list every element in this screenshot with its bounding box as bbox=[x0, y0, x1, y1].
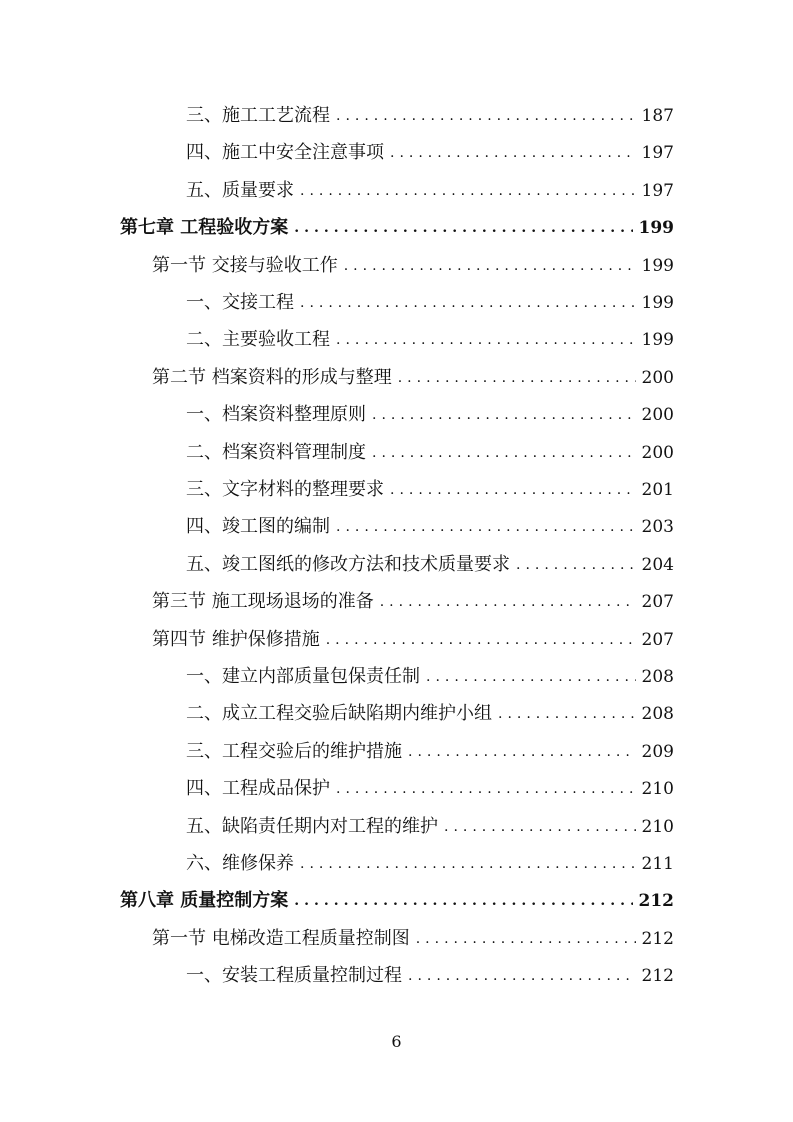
page-number: 6 bbox=[391, 1032, 402, 1051]
toc-entry-label: 六、维修保养 bbox=[186, 853, 294, 874]
toc-entry-page: 210 bbox=[641, 779, 674, 800]
toc-entry-label: 二、档案资料管理制度 bbox=[186, 441, 366, 463]
toc-chapter-entry bbox=[120, 212, 674, 240]
toc-entry-page: 212 bbox=[641, 928, 674, 949]
toc-entry-label: 五、质量要求 bbox=[186, 179, 294, 201]
toc-subsection-entry bbox=[186, 175, 674, 203]
toc-subsection-entry bbox=[186, 549, 674, 577]
toc-entry-label: 一、档案资料整理原则 bbox=[186, 404, 366, 426]
toc-section-entry bbox=[152, 250, 674, 278]
toc-entry-label: 三、工程交验后的维护措施 bbox=[186, 740, 402, 762]
toc-entry-page: 207 bbox=[641, 592, 674, 613]
toc-chapter-entry bbox=[120, 885, 674, 913]
toc-entry-page: 211 bbox=[641, 854, 674, 874]
toc-entry-label: 第一节 电梯改造工程质量控制图 bbox=[152, 927, 410, 949]
toc-entry-page: 199 bbox=[641, 293, 674, 313]
toc-dot-leader bbox=[408, 968, 636, 984]
toc-entry-page: 200 bbox=[641, 442, 674, 463]
toc-entry-page: 210 bbox=[641, 816, 674, 837]
toc-entry-page: 203 bbox=[641, 517, 674, 538]
toc-entry-page: 200 bbox=[641, 405, 674, 426]
toc-dot-leader bbox=[444, 819, 636, 835]
toc-dot-leader bbox=[516, 557, 636, 573]
toc-subsection-entry bbox=[186, 324, 674, 352]
toc-entry-label: 四、工程成品保护 bbox=[186, 778, 330, 800]
toc-entry-label: 第一节 交接与验收工作 bbox=[152, 254, 338, 276]
toc-dot-leader bbox=[416, 931, 636, 947]
toc-subsection-entry bbox=[186, 698, 674, 726]
toc-dot-leader bbox=[344, 258, 636, 274]
toc-dot-leader bbox=[326, 632, 636, 648]
toc-entry-label: 一、交接工程 bbox=[186, 292, 294, 313]
toc-dot-leader bbox=[300, 856, 636, 872]
toc-subsection-entry bbox=[186, 137, 674, 165]
toc-dot-leader bbox=[336, 332, 636, 348]
toc-entry-page: 197 bbox=[641, 180, 674, 201]
toc-entry-label: 第八章 质量控制方案 bbox=[120, 890, 289, 912]
toc-entry-page: 204 bbox=[641, 554, 674, 575]
toc-entry-label: 五、缺陷责任期内对工程的维护 bbox=[186, 815, 438, 837]
toc-subsection-entry bbox=[186, 960, 674, 988]
toc-entry-page: 199 bbox=[638, 218, 674, 239]
toc-entry-label: 一、安装工程质量控制过程 bbox=[186, 965, 402, 987]
toc-entry-page: 199 bbox=[641, 330, 674, 351]
toc-entry-label: 三、文字材料的整理要求 bbox=[186, 479, 384, 500]
toc-entry-page: 207 bbox=[641, 629, 674, 650]
toc-dot-leader bbox=[294, 893, 632, 909]
toc-entry-page: 187 bbox=[641, 106, 674, 126]
toc-entry-page: 200 bbox=[641, 367, 674, 388]
toc-dot-leader bbox=[498, 706, 636, 722]
toc-dot-leader bbox=[380, 594, 636, 610]
toc-subsection-entry bbox=[186, 511, 674, 539]
toc-subsection-entry bbox=[186, 100, 674, 128]
toc-subsection-entry bbox=[186, 773, 674, 801]
toc-dot-leader bbox=[336, 108, 636, 124]
toc-entry-label: 四、竣工图的编制 bbox=[186, 516, 330, 538]
toc-entry-label: 二、成立工程交验后缺陷期内维护小组 bbox=[186, 703, 492, 725]
toc-subsection-entry bbox=[186, 399, 674, 427]
toc-entry-page: 212 bbox=[641, 966, 674, 987]
toc-entry-page: 199 bbox=[641, 255, 674, 276]
toc-entry-label: 四、施工中安全注意事项 bbox=[186, 142, 384, 164]
toc-dot-leader bbox=[398, 370, 636, 386]
toc-entry-page: 208 bbox=[641, 667, 674, 687]
toc-dot-leader bbox=[372, 407, 636, 423]
toc-dot-leader bbox=[390, 482, 636, 498]
toc-dot-leader bbox=[300, 295, 636, 311]
toc-entry-page: 209 bbox=[641, 741, 674, 762]
toc-entry-label: 五、竣工图纸的修改方法和技术质量要求 bbox=[186, 553, 510, 575]
toc-dot-leader bbox=[294, 220, 632, 236]
toc-dot-leader bbox=[426, 669, 636, 685]
toc-entry-label: 三、施工工艺流程 bbox=[186, 105, 330, 126]
toc-subsection-entry bbox=[186, 661, 674, 689]
toc-entry-label: 第四节 维护保修措施 bbox=[152, 628, 320, 650]
toc-section-entry bbox=[152, 362, 674, 390]
toc-subsection-entry bbox=[186, 287, 674, 315]
toc-entry-page: 197 bbox=[641, 143, 674, 164]
toc-section-entry bbox=[152, 923, 674, 951]
toc-entry-label: 一、建立内部质量包保责任制 bbox=[186, 666, 420, 687]
toc-entry-label: 第三节 施工现场退场的准备 bbox=[152, 591, 374, 613]
toc-dot-leader bbox=[300, 183, 636, 199]
toc-subsection-entry bbox=[186, 736, 674, 764]
toc-subsection-entry bbox=[186, 437, 674, 465]
toc-entry-page: 212 bbox=[638, 891, 674, 912]
toc-dot-leader bbox=[336, 781, 636, 797]
toc-entry-label: 第二节 档案资料的形成与整理 bbox=[152, 366, 392, 388]
toc-entry-page: 201 bbox=[641, 480, 674, 500]
toc-dot-leader bbox=[372, 445, 636, 461]
toc-entry-page: 208 bbox=[641, 704, 674, 725]
toc-dot-leader bbox=[336, 519, 636, 535]
toc-section-entry bbox=[152, 586, 674, 614]
toc-dot-leader bbox=[408, 744, 636, 760]
toc-subsection-entry bbox=[186, 474, 674, 502]
toc-subsection-entry bbox=[186, 848, 674, 876]
toc-dot-leader bbox=[390, 145, 636, 161]
toc-section-entry bbox=[152, 624, 674, 652]
toc-entry-label: 第七章 工程验收方案 bbox=[120, 217, 289, 239]
toc-entry-label: 二、主要验收工程 bbox=[186, 329, 330, 351]
toc-subsection-entry bbox=[186, 811, 674, 839]
